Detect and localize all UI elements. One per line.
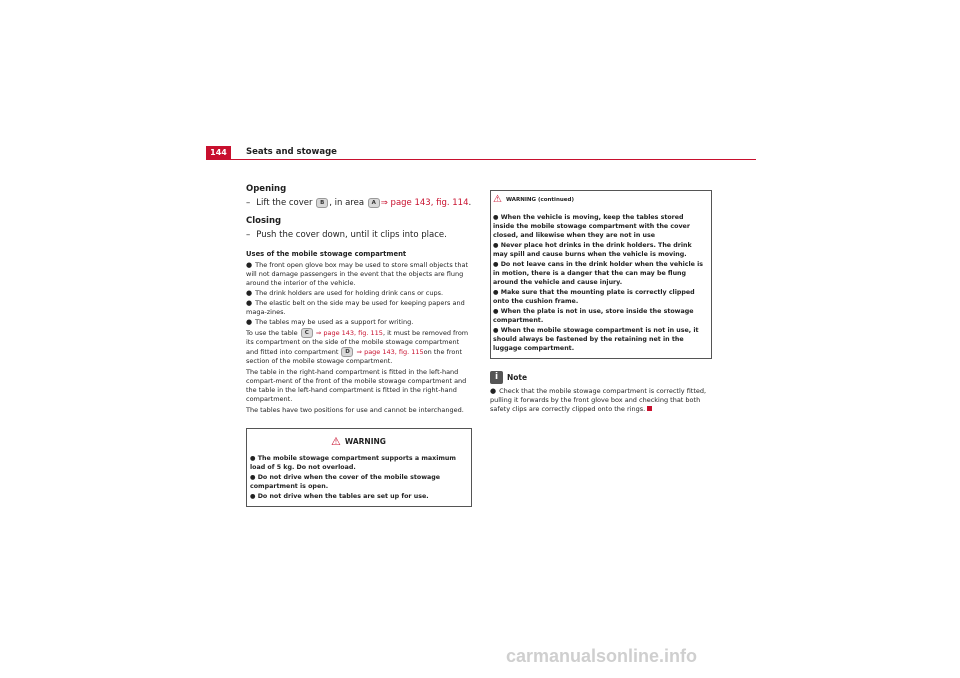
bullet-icon: ●: [493, 242, 499, 249]
para-text: on the front section of the mobile stowage compartment.: [246, 348, 463, 365]
warning-continued-heading: [493, 194, 707, 205]
bullet-text: The drink holders are used for holding drink cans or cups.: [255, 289, 444, 297]
end-square-icon: [647, 406, 652, 411]
page-reference-link[interactable]: ⇒ page 143, fig. 115: [354, 348, 424, 356]
table-usage-paragraph: [246, 328, 472, 366]
bullet-text: When the vehicle is moving, keep the tables stored inside the mobile stowage compartment with the cover closed, and likewise when they are not in use: [493, 214, 690, 239]
closing-step: [246, 230, 472, 240]
page-reference-link[interactable]: ⇒ page 143, fig. 114: [380, 198, 469, 208]
bullet-text: Do not drive when the cover of the mobile stowage compartment is open.: [250, 474, 441, 490]
list-item: [246, 261, 472, 288]
list-item: [246, 299, 472, 317]
list-item: [250, 473, 467, 491]
table-interchange-paragraph: The tables have two positions for use and cannot be interchanged.: [246, 406, 464, 414]
list-item: [490, 387, 712, 414]
list-item: [493, 307, 707, 325]
list-item: [246, 318, 472, 327]
step-text: , in area: [329, 198, 367, 208]
bullet-text: When the plate is not in use, store inside the stowage compartment.: [493, 308, 694, 324]
opening-step: [246, 198, 472, 208]
para-text: , it must be removed from its compartment on the side of the mobile stowage compartment and fitted into compartment: [246, 329, 469, 356]
step-text: .: [468, 198, 472, 208]
bullet-icon: ●: [250, 493, 256, 500]
bullet-icon: ●: [493, 327, 499, 334]
list-item: [250, 492, 467, 501]
warning-continued-box: [490, 190, 712, 359]
bullet-text: Never place hot drinks in the drink holders. The drink may spill and cause burns when the vehicle is moving.: [493, 242, 692, 258]
note-heading: [490, 371, 712, 384]
step-text: Lift the cover: [256, 198, 316, 208]
bullet-text: Do not leave cans in the drink holder when the vehicle is in motion, there is a danger that the can may be flung around the vehicle and cause injury.: [493, 261, 704, 286]
header-divider: [206, 159, 756, 160]
step-dash: –: [246, 230, 251, 240]
right-column: [490, 190, 712, 415]
opening-title: Opening: [246, 184, 287, 194]
bullet-icon: ●: [246, 299, 253, 307]
bullet-icon: ●: [246, 289, 253, 297]
page-reference-link[interactable]: ⇒ page 143, fig. 115: [313, 329, 383, 337]
bullet-icon: ●: [490, 387, 497, 395]
closing-title: Closing: [246, 216, 282, 226]
para-text: To use the table: [246, 329, 300, 337]
left-column: [246, 184, 472, 507]
bullet-text: When the mobile stowage compartment is not in use, it should always be fastened by the retaining net in the luggage compartment.: [493, 327, 699, 352]
info-icon: i: [490, 371, 503, 384]
list-item: [493, 288, 707, 306]
warning-heading: [250, 435, 467, 448]
uses-subheading: Uses of the mobile stowage compartment: [246, 250, 407, 258]
bullet-icon: ●: [250, 455, 256, 462]
list-item: [493, 260, 707, 287]
warning-title: WARNING: [344, 437, 386, 446]
label-a-badge: A: [368, 198, 380, 208]
bullet-text: The tables may be used as a support for writing.: [255, 318, 414, 326]
bullet-icon: ●: [246, 318, 253, 326]
label-b-badge: B: [316, 198, 328, 208]
warning-continued-title: WARNING (continued): [505, 197, 574, 203]
label-c-badge: C: [301, 328, 313, 338]
bullet-text: The elastic belt on the side may be used for keeping papers and maga-zines.: [246, 299, 465, 316]
note-title: Note: [507, 373, 528, 382]
warning-triangle-icon: ⚠: [331, 435, 341, 448]
table-position-paragraph: The table in the right-hand compartment is fitted in the left-hand compart-ment of the front of the mobile stowage compartment and the table in the left-hand compartment is fitted in the right-hand compartment.: [246, 368, 467, 403]
bullet-text: The mobile stowage compartment supports a maximum load of 5 kg. Do not overload.: [250, 455, 456, 471]
list-item: [493, 213, 707, 240]
bullet-text: Do not drive when the tables are set up for use.: [257, 493, 429, 500]
list-item: [493, 241, 707, 259]
bullet-icon: ●: [493, 214, 499, 221]
bullet-icon: ●: [246, 261, 253, 269]
step-text: Push the cover down, until it clips into place.: [256, 230, 447, 240]
bullet-icon: ●: [493, 308, 499, 315]
bullet-icon: ●: [250, 474, 256, 481]
footer-watermark: carmanualsonline.info: [506, 646, 698, 666]
bullet-text: Make sure that the mounting plate is correctly clipped onto the cushion frame.: [493, 289, 695, 305]
bullet-icon: ●: [493, 261, 499, 268]
list-item: [493, 326, 707, 353]
label-d-badge: D: [341, 347, 353, 357]
step-dash: –: [246, 198, 251, 208]
list-item: [246, 289, 472, 298]
warning-triangle-icon: ⚠: [493, 194, 502, 205]
page-number-tab: 144: [206, 146, 231, 159]
bullet-icon: ●: [493, 289, 499, 296]
running-header-title: Seats and stowage: [246, 147, 337, 157]
bullet-text: The front open glove box may be used to store small objects that will not damage passengers in the event that the objects are flung around the interior of the vehicle.: [246, 261, 468, 287]
warning-box: [246, 428, 472, 507]
note-text: Check that the mobile stowage compartment is correctly fitted, pulling it forwards by the front glove box and checking that both safety clips are correctly clipped onto the rings.: [490, 387, 707, 413]
list-item: [250, 454, 467, 472]
